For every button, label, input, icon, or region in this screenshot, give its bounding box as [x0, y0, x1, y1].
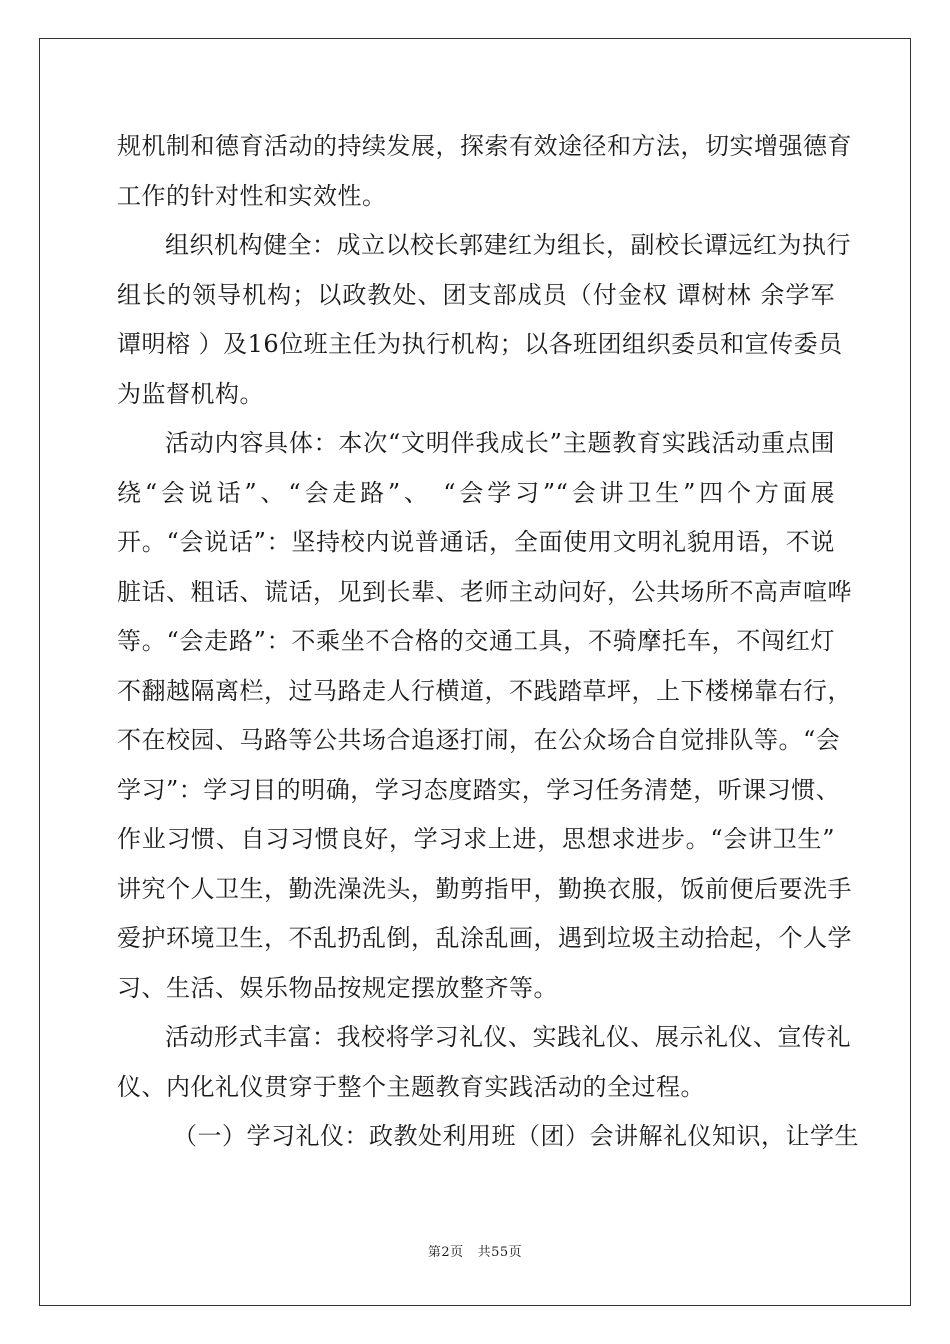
text-line: 组长的领导机构；以政教处、团支部成员（付金权 谭树林 余学军	[117, 280, 835, 309]
text-line: 不翻越隔离栏，过马路走人行横道，不践踏草坪，上下楼梯靠右行，	[117, 676, 852, 705]
text-line: 规机制和德育活动的持续发展，探索有效途径和方法，切实增强德育	[117, 132, 852, 160]
text-line: 仪、内化礼仪贯穿于整个主题教育实践活动的全过程。	[117, 1072, 705, 1101]
text-line: 习、生活、娱乐物品按规定摆放整齐等。	[117, 973, 558, 1002]
text-line: 谭明榕 ）及16位班主任为执行机构；以各班团组织委员和宣传委员	[117, 330, 843, 358]
text-line: 讲究个人卫生，勤洗澡洗头，勤剪指甲，勤换衣服，饭前便后要洗手	[117, 874, 852, 903]
text-line: 开。“会说话”：坚持校内说普通话，全面使用文明礼貌用语，不说	[117, 528, 835, 556]
total-pages: 共55页	[477, 1245, 523, 1260]
text-line: 组织机构健全：成立以校长郭建红为组长，副校长谭远红为执行	[165, 231, 851, 259]
text-line: 不在校园、马路等公共场合追逐打闹，在公众场合自觉排队等。“会	[117, 726, 841, 754]
page-footer	[0, 1241, 950, 1260]
text-line: 工作的针对性和实效性。	[117, 181, 387, 210]
text-line: 为监督机构。	[117, 379, 264, 408]
page-number: 第2页	[427, 1245, 464, 1260]
document-body	[117, 122, 859, 1162]
text-line: 学习”：学习目的明确，学习态度踏实，学习任务清楚，听课习惯、	[117, 775, 841, 804]
text-line: （一）学习礼仪：政教处利用班（团）会讲解礼仪知识，让学生	[173, 1122, 859, 1150]
text-line: 作业习惯、自习习惯良好，学习求上进，思想求进步。“会讲卫生”	[117, 825, 835, 853]
text-line: 脏话、粗话、谎话，见到长辈、老师主动问好，公共场所不高声喧哗	[117, 577, 852, 606]
text-line: 活动形式丰富：我校将学习礼仪、实践礼仪、展示礼仪、宣传礼	[165, 1023, 851, 1051]
text-line: 绕“会说话”、“会走路”、 “会学习”“会讲卫生”四个方面展	[117, 478, 835, 507]
text-line: 活动内容具体：本次“文明伴我成长”主题教育实践活动重点围	[165, 429, 835, 457]
text-line: 爱护环境卫生，不乱扔乱倒，乱涂乱画，遇到垃圾主动拾起，个人学	[117, 924, 852, 952]
text-line: 等。“会走路”：不乘坐不合格的交通工具，不骑摩托车，不闯红灯	[117, 627, 835, 655]
